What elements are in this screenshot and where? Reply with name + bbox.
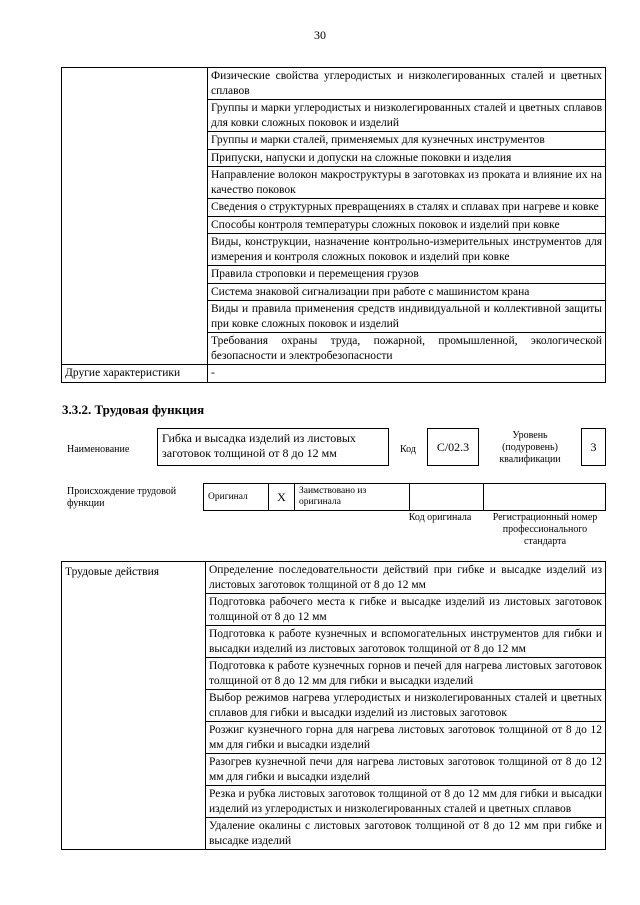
knowledge-table [61,67,606,383]
other-characteristics-value: - [208,365,606,383]
origin-label: Происхождение трудовой функции [67,486,177,509]
labour-action-item: Определение последовательности действий при гибке и высадке изделий из листовых заготовок толщиной от 8 до 12 мм [206,562,606,594]
knowledge-item: Физические свойства углеродистых и низколегированных сталей и цветных сплавов [208,68,606,100]
original-label: Оригинал [203,483,269,511]
reg-number-caption: Регистрационный номер профессионального стандарта [492,512,598,547]
labour-action-item: Подготовка к работе кузнечных горнов и печей для нагрева листовых заготовок толщиной от 8 до 12 мм для гибки и высадки изделий [206,658,606,690]
borrowed-label: Заимствовано из оригинала [294,483,410,511]
code-original-caption: Код оригинала [408,512,472,523]
borrowed-code-box [409,483,484,511]
labour-action-item: Подготовка рабочего места к гибке и высадке изделий из листовых заготовок толщиной от 8 до 12 мм [206,594,606,626]
knowledge-item: Направление волокон макроструктуры в заготовках из проката и влияние их на качество поковок [208,167,606,199]
level-label: Уровень (подуровень) квалификации [499,430,561,465]
reg-number-box [483,483,606,511]
other-characteristics-label: Другие характеристики [62,365,208,383]
labour-action-item: Разогрев кузнечной печи для нагрева листовых заготовок толщиной от 8 до 12 мм для гибки и высадки изделий [206,754,606,786]
other-characteristics-row [62,365,606,383]
labour-action-item: Подготовка к работе кузнечных и вспомогательных инструментов для гибки и высадки изделий из листовых заготовок толщиной от 8 до 12 мм [206,626,606,658]
labour-action-item: Резка и рубка листовых заготовок толщиной от 8 до 12 мм для гибки и высадки изделий из углеродистых и низколегированных сталей и цветных сплавов [206,786,606,818]
name-label: Наименование [67,444,130,455]
knowledge-item: Правила строповки и перемещения грузов [208,266,606,284]
labour-action-row [62,562,606,594]
knowledge-item: Система знаковой сигнализации при работе с машинистом крана [208,283,606,301]
page-number: 30 [314,28,326,42]
code-box: C/02.3 [427,428,479,466]
knowledge-item: Припуски, напуски и допуски на сложные поковки и изделия [208,149,606,167]
code-label: Код [400,444,416,455]
knowledge-item: Виды, конструкции, назначение контрольно-измерительных инструментов для измерения и контроля сложных поковок и изделий при ковке [208,234,606,266]
knowledge-item: Сведения о структурных превращениях в сталях и сплавах при нагреве и ковке [208,199,606,217]
knowledge-row [62,68,606,100]
knowledge-item: Группы и марки сталей, применяемых для кузнечных инструментов [208,132,606,150]
original-mark: X [268,483,295,511]
labour-actions-label: Трудовые действия [62,562,206,850]
labour-actions-table [61,561,606,850]
level-box: 3 [581,428,606,466]
labour-action-item: Розжиг кузнечного горна для нагрева листовых заготовок толщиной от 8 до 12 мм для гибки и высадки изделий [206,722,606,754]
knowledge-label-cell [62,68,208,365]
function-name-box: Гибка и высадка изделий из листовых заготовок толщиной от 8 до 12 мм [157,428,389,466]
knowledge-item: Группы и марки углеродистых и низколегированных сталей и цветных сплавов для ковки сложных поковок и изделий [208,100,606,132]
labour-action-item: Удаление окалины с листовых заготовок толщиной от 8 до 12 мм при гибке и высадке изделий [206,818,606,850]
labour-action-item: Выбор режимов нагрева углеродистых и низколегированных сталей и цветных сплавов для гибки и высадки изделий из листовых заготовок [206,690,606,722]
knowledge-item: Виды и правила применения средств индивидуальной и коллективной защиты при ковке сложных поковок и изделий [208,301,606,333]
knowledge-item: Требования охраны труда, пожарной, промышленной, экологической безопасности и электробезопасности [208,333,606,365]
section-heading: 3.3.2. Трудовая функция [62,402,205,417]
knowledge-item: Способы контроля температуры сложных поковок и изделий при ковке [208,216,606,234]
